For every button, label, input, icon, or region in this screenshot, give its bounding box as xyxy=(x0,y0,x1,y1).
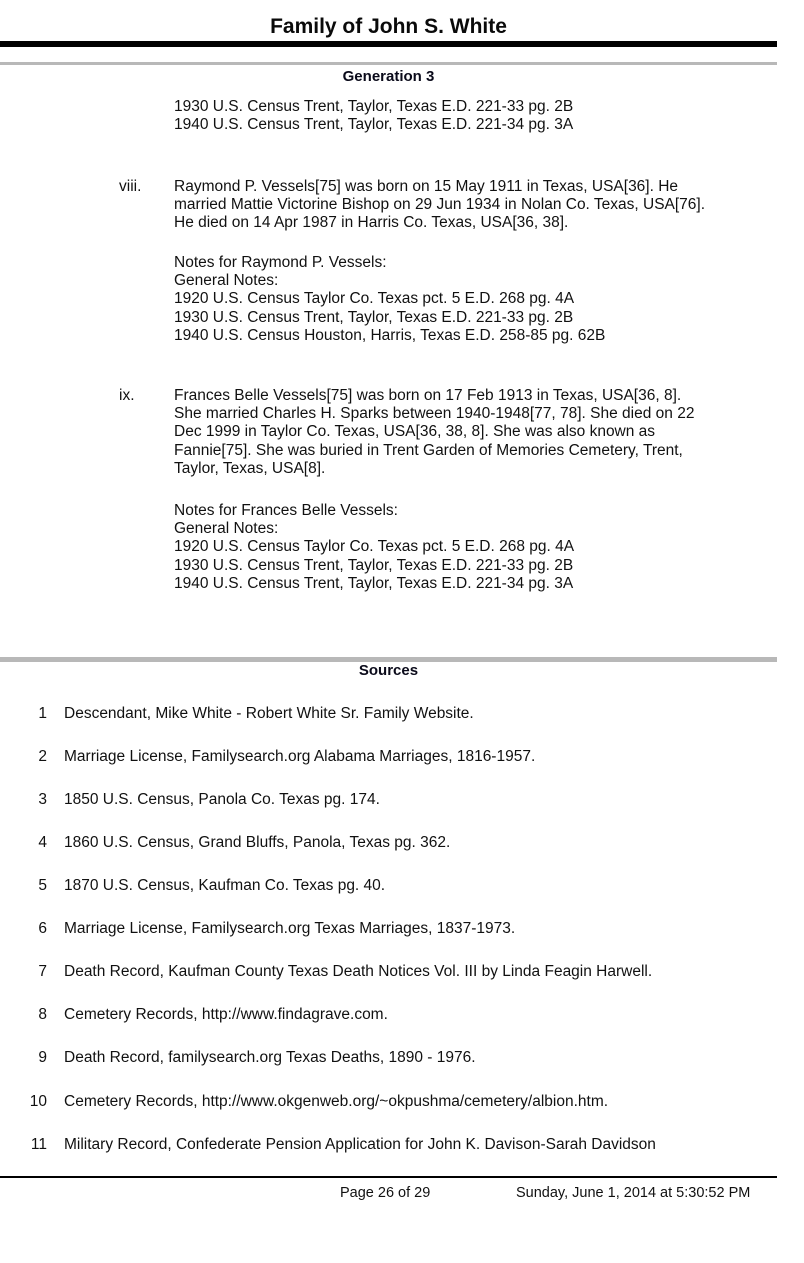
entry-numeral: viii. xyxy=(119,178,142,195)
source-text: Marriage License, Familysearch.org Texas Marriages, 1837-1973. xyxy=(64,920,516,937)
entry-bio xyxy=(174,178,774,233)
source-text: Cemetery Records, http://www.okgenweb.org/~okpushma/cemetery/albion.htm. xyxy=(64,1093,609,1110)
source-number: 7 xyxy=(38,963,47,980)
bio-line: She married Charles H. Sparks between 1940-1948[77, 78]. She died on 22 xyxy=(174,405,695,423)
source-text: Death Record, familysearch.org Texas Deaths, 1890 - 1976. xyxy=(64,1049,476,1066)
note-line: 1940 U.S. Census Houston, Harris, Texas E.D. 258-85 pg. 62B xyxy=(174,326,606,344)
note-line: 1920 U.S. Census Taylor Co. Texas pct. 5 E.D. 268 pg. 4A xyxy=(174,290,575,308)
source-number: 8 xyxy=(38,1006,47,1023)
note-line: 1930 U.S. Census Trent, Taylor, Texas E.D. 221-33 pg. 2B xyxy=(174,98,574,115)
document-title: Family of John S. White xyxy=(270,15,507,38)
note-line: 1940 U.S. Census Trent, Taylor, Texas E.D. 221-34 pg. 3A xyxy=(174,574,574,592)
source-item xyxy=(0,1093,777,1111)
general-notes-label: General Notes: xyxy=(174,272,279,290)
source-item xyxy=(0,834,777,852)
source-text: Cemetery Records, http://www.findagrave.com. xyxy=(64,1006,388,1023)
source-number: 1 xyxy=(38,705,47,722)
generation-rule xyxy=(0,62,777,65)
entry-notes xyxy=(174,254,774,345)
bio-line: He died on 14 Apr 1987 in Harris Co. Texas, USA[36, 38]. xyxy=(174,214,569,232)
source-item xyxy=(0,748,777,766)
entry-numeral: ix. xyxy=(119,387,135,404)
note-line: 1920 U.S. Census Taylor Co. Texas pct. 5 E.D. 268 pg. 4A xyxy=(174,538,575,556)
title-rule xyxy=(0,41,777,47)
bio-line: Dec 1999 in Taylor Co. Texas, USA[36, 38, 8]. She was also known as xyxy=(174,423,656,441)
notes-heading: Notes for Raymond P. Vessels: xyxy=(174,254,387,271)
source-text: 1850 U.S. Census, Panola Co. Texas pg. 174. xyxy=(64,791,380,808)
source-number: 10 xyxy=(29,1093,47,1110)
source-text: Death Record, Kaufman County Texas Death Notices Vol. III by Linda Feagin Harwell. xyxy=(64,963,653,980)
source-text: Military Record, Confederate Pension Application for John K. Davison-Sarah Davidson xyxy=(64,1136,656,1153)
note-line: 1940 U.S. Census Trent, Taylor, Texas E.D. 221-34 pg. 3A xyxy=(174,116,574,134)
bio-line: married Mattie Victorine Bishop on 29 Jun 1934 in Nolan Co. Texas, USA[76]. xyxy=(174,196,706,214)
generation-heading: Generation 3 xyxy=(342,68,435,85)
source-item xyxy=(0,705,777,723)
source-item xyxy=(0,920,777,938)
source-item xyxy=(0,1006,777,1024)
continued-notes xyxy=(174,98,774,134)
source-text: 1870 U.S. Census, Kaufman Co. Texas pg. 40. xyxy=(64,877,386,894)
source-item xyxy=(0,877,777,895)
note-line: 1930 U.S. Census Trent, Taylor, Texas E.D. 221-33 pg. 2B xyxy=(174,308,574,326)
source-number: 2 xyxy=(38,748,47,765)
source-number: 6 xyxy=(38,920,47,937)
source-item xyxy=(0,791,777,809)
source-item xyxy=(0,1049,777,1067)
footer-rule xyxy=(0,1176,777,1178)
note-line: 1930 U.S. Census Trent, Taylor, Texas E.D. 221-33 pg. 2B xyxy=(174,556,574,574)
source-number: 4 xyxy=(38,834,47,851)
entry-notes xyxy=(174,502,774,593)
sources-heading: Sources xyxy=(358,662,419,679)
source-text: Marriage License, Familysearch.org Alabama Marriages, 1816-1957. xyxy=(64,748,536,765)
bio-line: Taylor, Texas, USA[8]. xyxy=(174,459,326,477)
entry-bio xyxy=(174,387,774,478)
page-number: Page 26 of 29 xyxy=(340,1185,431,1201)
source-item xyxy=(0,1136,777,1154)
source-text: Descendant, Mike White - Robert White Sr. Family Website. xyxy=(64,705,474,722)
bio-line: Frances Belle Vessels[75] was born on 17 Feb 1913 in Texas, USA[36, 8]. xyxy=(174,387,682,404)
print-timestamp: Sunday, June 1, 2014 at 5:30:52 PM xyxy=(516,1185,751,1201)
bio-line: Raymond P. Vessels[75] was born on 15 May 1911 in Texas, USA[36]. He xyxy=(174,178,679,195)
source-number: 5 xyxy=(38,877,47,894)
source-text: 1860 U.S. Census, Grand Bluffs, Panola, Texas pg. 362. xyxy=(64,834,451,851)
general-notes-label: General Notes: xyxy=(174,520,279,538)
source-number: 9 xyxy=(38,1049,47,1066)
bio-line: Fannie[75]. She was buried in Trent Garden of Memories Cemetery, Trent, xyxy=(174,441,683,459)
source-number: 11 xyxy=(30,1136,47,1153)
source-number: 3 xyxy=(38,791,47,808)
source-item xyxy=(0,963,777,981)
notes-heading: Notes for Frances Belle Vessels: xyxy=(174,502,398,519)
